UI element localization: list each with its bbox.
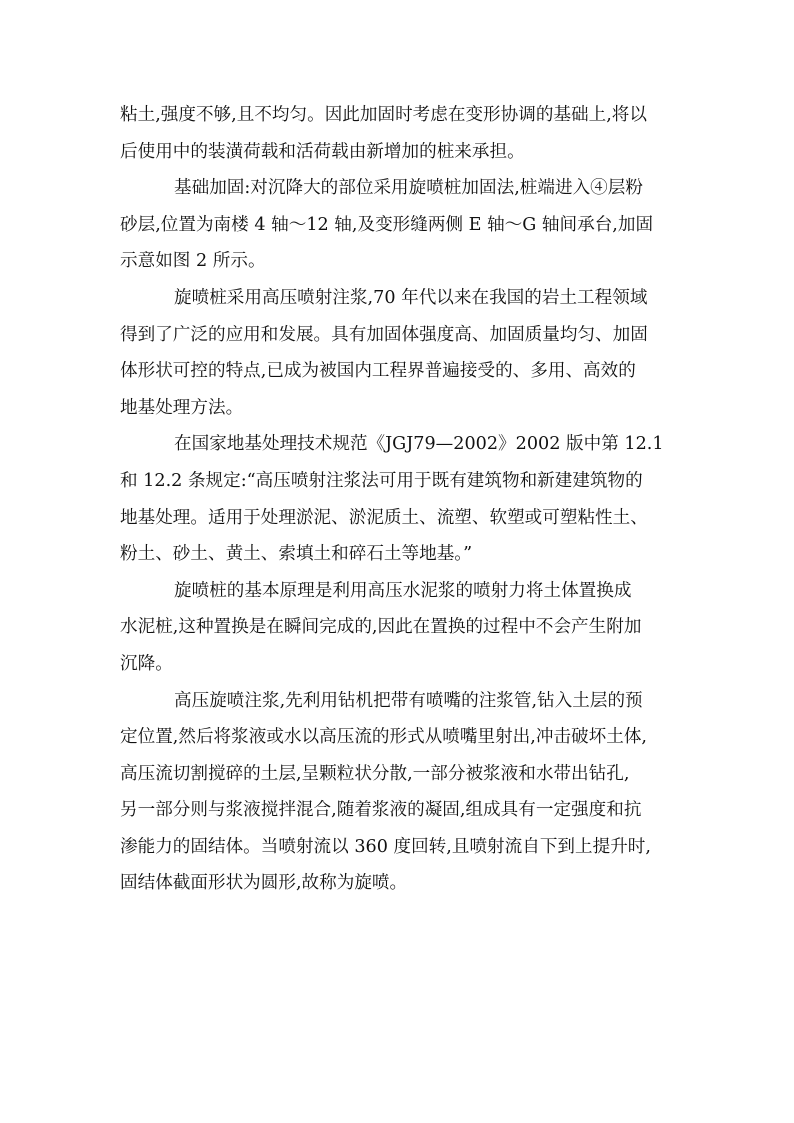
body-text bbox=[120, 97, 674, 902]
text-line: 水泥桩,这种置换是在瞬间完成的,因此在置换的过程中不会产生附加 bbox=[120, 617, 642, 638]
text-line: 高压旋喷注浆,先利用钻机把带有喷嘴的注浆管,钻入土层的预 bbox=[174, 690, 643, 711]
text-line: 旋喷桩采用高压喷射注浆,70 年代以来在我国的岩土工程领域 bbox=[174, 287, 648, 308]
text-line: 地基处理方法。 bbox=[120, 397, 244, 418]
text-line: 得到了广泛的应用和发展。具有加固体强度高、加固质量均匀、加固 bbox=[120, 324, 648, 345]
paragraph-jet-grouting-intro bbox=[120, 280, 674, 426]
text-line: 地基处理。适用于处理淤泥、淤泥质土、流塑、软塑或可塑粘性土、 bbox=[120, 507, 648, 528]
text-line: 和 12.2 条规定:“高压喷射注浆法可用于既有建筑物和新建建筑物的 bbox=[120, 470, 643, 491]
text-line: 沉降。 bbox=[120, 653, 173, 674]
text-line: 砂层,位置为南楼 4 轴～12 轴,及变形缝两侧 E 轴～G 轴间承台,加固 bbox=[120, 214, 654, 235]
paragraph-national-code bbox=[120, 426, 674, 572]
paragraph-high-pressure-process bbox=[120, 683, 674, 903]
text-line: 粘土,强度不够,且不均匀。因此加固时考虑在变形协调的基础上,将以 bbox=[120, 105, 647, 125]
text-line: 后使用中的装潢荷载和活荷载由新增加的桩来承担。 bbox=[120, 141, 525, 162]
text-line: 粉土、砂土、黄土、索填土和碎石土等地基。” bbox=[120, 544, 473, 565]
text-line: 基础加固:对沉降大的部位采用旋喷桩加固法,桩端进入④层粉 bbox=[174, 178, 643, 199]
text-line: 示意如图 2 所示。 bbox=[120, 251, 266, 272]
text-line: 固结体截面形状为圆形,故称为旋喷。 bbox=[120, 873, 408, 894]
text-line: 另一部分则与浆液搅拌混合,随着浆液的凝固,组成具有一定强度和抗 bbox=[120, 800, 642, 821]
paragraph-clay-strength bbox=[120, 97, 674, 170]
text-line: 体形状可控的特点,已成为被国内工程界普遍接受的、多用、高效的 bbox=[120, 361, 636, 382]
text-line: 旋喷桩的基本原理是利用高压水泥浆的喷射力将土体置换成 bbox=[174, 580, 632, 601]
text-line: 定位置,然后将浆液或水以高压流的形式从喷嘴里射出,冲击破坏土体, bbox=[120, 727, 647, 748]
text-line: 渗能力的固结体。当喷射流以 360 度回转,且喷射流自下到上提升时, bbox=[120, 836, 651, 857]
paragraph-basic-principle bbox=[120, 573, 674, 683]
paragraph-foundation-reinforcement bbox=[120, 170, 674, 280]
text-line: 在国家地基处理技术规范《JGJ79—2002》2002 版中第 12.1 bbox=[174, 434, 664, 455]
text-line: 高压流切割搅碎的土层,呈颗粒状分散,一部分被浆液和水带出钻孔, bbox=[120, 763, 630, 784]
